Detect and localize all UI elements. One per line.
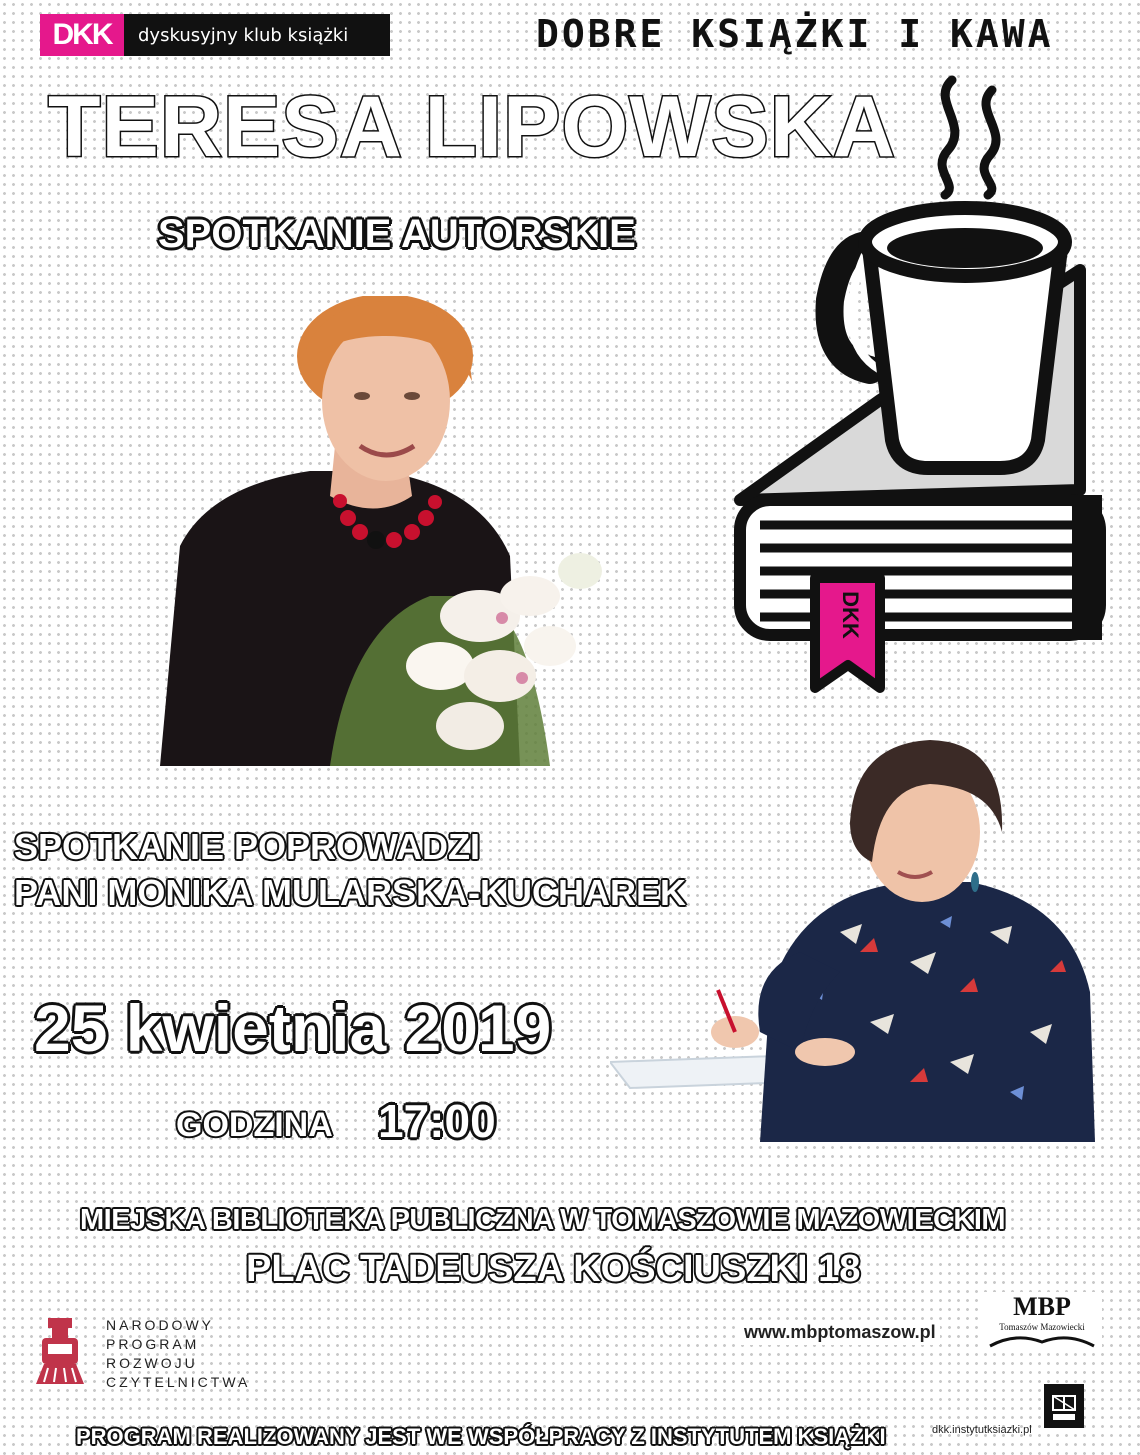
nprc-line: PROGRAM: [106, 1336, 200, 1352]
venue-address: PLAC TADEUSZA KOŚCIUSZKI 18: [246, 1248, 861, 1290]
mbp-title: MBP: [1013, 1292, 1071, 1321]
nprc-line: ROZWOJU: [106, 1355, 198, 1371]
ik-website[interactable]: dkk.instytutksiazki.pl: [932, 1424, 1032, 1436]
host-intro: SPOTKANIE POPROWADZI: [14, 826, 481, 867]
open-book-icon: [988, 1330, 1096, 1348]
dkk-logo-text: dyskusyjny klub książki: [138, 24, 349, 46]
mbp-subtitle: Tomaszów Mazowiecki: [999, 1322, 1085, 1332]
bookmark-icon: [815, 578, 880, 688]
venue-name: MIEJSKA BIBLIOTEKA PUBLICZNA W TOMASZOWIE MAZOWIECKIM: [80, 1204, 1006, 1236]
mbp-logo: [982, 1292, 1102, 1350]
time-label: GODZINA: [176, 1106, 333, 1144]
footer-partnership: PROGRAM REALIZOWANY JEST WE WSPÓŁPRACY Z INSTYTUTEM KSIĄŻKI: [76, 1424, 886, 1449]
host-photo: [610, 732, 1100, 1144]
author-photo: [150, 296, 620, 768]
library-website[interactable]: www.mbptomaszow.pl: [740, 1320, 940, 1345]
steam-icon: [942, 80, 996, 195]
instytut-ksiazki-icon: [1044, 1384, 1084, 1428]
series-title: DOBRE KSIĄŻKI I KAWA: [536, 12, 1054, 56]
event-type: SPOTKANIE AUTORSKIE: [158, 212, 636, 256]
event-date: 25 kwietnia 2019: [34, 991, 552, 1065]
nprc-text: [106, 1316, 250, 1392]
dkk-logo-badge: DKK: [40, 14, 124, 56]
time-value: 17:00: [378, 1095, 496, 1147]
host-name: PANI MONIKA MULARSKA-KUCHAREK: [14, 872, 686, 913]
nprc-logo: [34, 1316, 250, 1392]
bookmark-label: DKK: [838, 591, 863, 639]
steam-train-icon: [34, 1316, 86, 1388]
nprc-line: CZYTELNICTWA: [106, 1374, 251, 1390]
book-icon: [740, 495, 1102, 640]
author-name: TERESA LIPOWSKA: [48, 79, 896, 175]
dkk-logo: [40, 14, 390, 56]
nprc-line: NARODOWY: [106, 1317, 214, 1333]
coffee-book-illustration: [720, 70, 1120, 700]
instytut-ksiazki-logo: [1044, 1384, 1084, 1428]
